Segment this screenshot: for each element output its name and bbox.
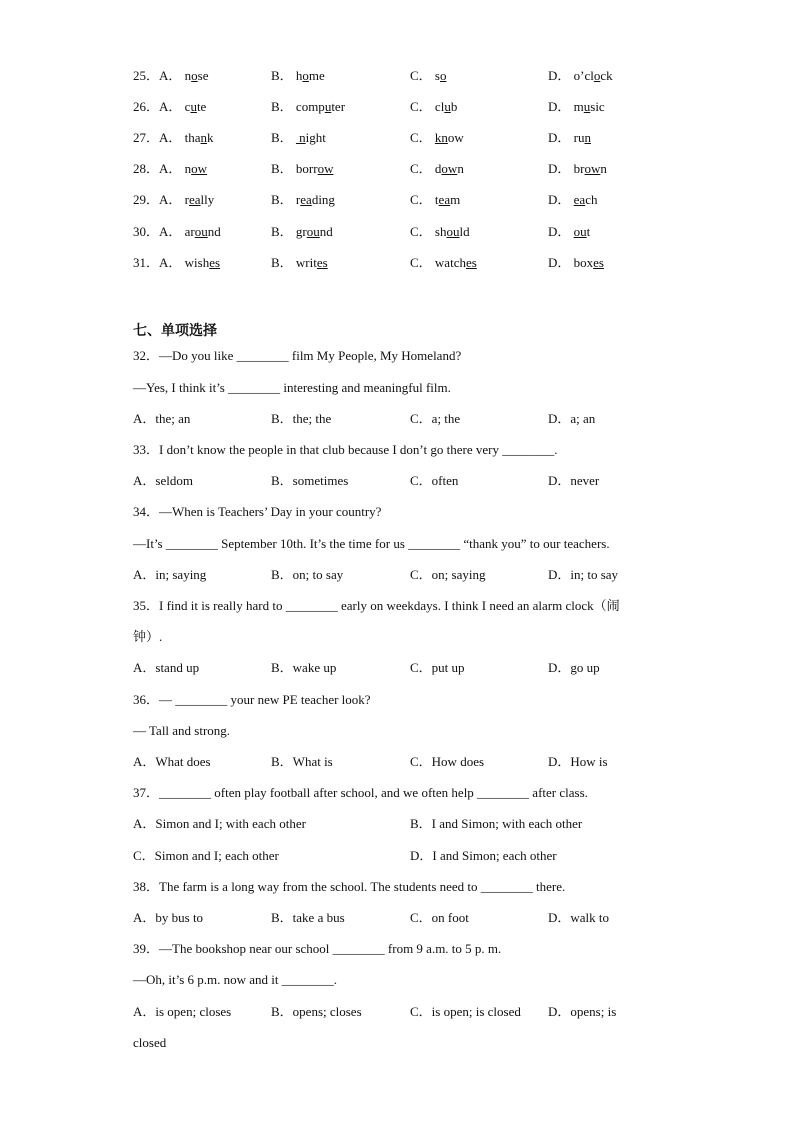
option-letter: B． [271,99,293,114]
question-38-options [0,909,794,927]
section-title: 七、单项选择 [133,323,217,339]
phonics-row-25: 25．A． nose B． home C． so D． o’clock [133,68,613,83]
option-c[interactable]: C．on; saying [410,567,486,582]
question-33-stem: 33．I don’t know the people in that club because I don’t go there very ________. [133,442,558,457]
question-39-stem: 39．—The bookshop near our school ________ from 9 a.m. to 5 p. m. [133,941,502,956]
option-letter: A． [159,224,182,239]
question-37-stem: 37．________ often play football after school, and we often help ________ after class. [133,785,588,800]
underlined-letters: ou [446,224,460,239]
question-35-stem: 35．I find it is really hard to ________ early on weekdays. I think I need an alarm clock（闹 [133,598,620,613]
option-letter: A． [159,99,182,114]
option-c[interactable]: C．How does [410,754,485,769]
underlined-letters: n [295,130,306,145]
option-a[interactable]: A．in; saying [133,567,207,582]
option-d[interactable]: D．I and Simon; each other [410,848,557,863]
phonics-row-26: 26．A． cute B． computer C． club D． music [133,99,605,114]
underlined-letters: kn [434,130,448,145]
underlined-letters: ow [317,161,334,176]
underlined-letters: ow [584,161,601,176]
option-letter: A． [159,130,182,145]
option-c[interactable]: C．on foot [410,910,469,925]
underlined-letters: ou [194,224,208,239]
underlined-letters: u [583,99,591,114]
underlined-letters: es [316,255,328,270]
option-letter: C． [410,161,432,176]
question-39-options [0,1003,794,1021]
option-letter: B． [271,192,293,207]
option-d[interactable]: D．go up [548,660,600,675]
underlined-letters: n [584,130,591,145]
underlined-letters: ea [438,192,451,207]
underlined-letters: ea [573,192,586,207]
question-36-options [0,753,794,771]
option-c[interactable]: C．is open; is closed [410,1004,521,1019]
question-37-options-row2 [0,847,794,865]
underlined-letters: ea [300,192,312,207]
phonics-row-31: 31．A． wishes B． writes C． watches D． boxes [133,255,604,270]
option-a[interactable]: A．Simon and I; with each other [133,816,306,831]
option-letter: D． [548,130,571,145]
option-d[interactable]: D．in; to say [548,567,619,582]
option-letter: B． [271,255,293,270]
question-32-options [0,410,794,428]
question-37-options-row1 [0,815,794,833]
question-36-stem: 36．— ________ your new PE teacher look? [133,692,371,707]
option-letter: D． [548,161,571,176]
question-34-stem: —It’s ________ September 10th. It’s the time for us ________ “thank you” to our teachers. [133,536,610,551]
option-letter: C． [410,192,432,207]
underlined-letters: ea [189,192,201,207]
option-letter: D． [548,255,571,270]
option-letter: C． [410,130,432,145]
phonics-row-29: 29．A． really B． reading C． team D． each [133,192,598,207]
option-d-continuation: closed [133,1035,167,1050]
question-36-stem: — Tall and strong. [133,723,231,738]
question-32-stem: 32．—Do you like ________ film My People, My Homeland? [133,348,462,363]
underlined-letters: o [191,68,198,83]
option-b[interactable]: B．the; the [271,411,332,426]
question-39-stem: —Oh, it’s 6 p.m. now and it ________. [133,972,338,987]
option-b[interactable]: B．I and Simon; with each other [410,816,583,831]
option-letter: B． [271,68,293,83]
option-letter: D． [548,99,571,114]
option-a[interactable]: A．seldom [133,473,193,488]
phonics-row-28: 28．A． now B． borrow C． down D． brown [133,161,607,176]
option-letter: B． [271,161,293,176]
question-32-stem: —Yes, I think it’s ________ interesting and meaningful film. [133,380,451,395]
option-d[interactable]: D．never [548,473,600,488]
question-35-stem: 钟）. [133,629,163,644]
option-letter: B． [271,224,293,239]
question-number: 31． [133,255,160,270]
question-34-options [0,566,794,584]
option-b[interactable]: B．opens; closes [271,1004,362,1019]
question-number: 29． [133,192,160,207]
option-a[interactable]: A．is open; closes [133,1004,232,1019]
option-d[interactable]: D．a; an [548,411,596,426]
option-letter: A． [159,68,182,83]
option-b[interactable]: B．take a bus [271,910,345,925]
option-letter: A． [159,255,182,270]
question-number: 25． [133,68,160,83]
question-number: 26． [133,99,160,114]
option-d[interactable]: D．opens; is [548,1004,617,1019]
underlined-letters: u [324,99,332,114]
underlined-letters: o [593,68,601,83]
option-letter: D． [548,224,571,239]
underlined-letters: ow [441,161,458,176]
option-a[interactable]: A．by bus to [133,910,204,925]
option-b[interactable]: B．wake up [271,660,337,675]
option-c[interactable]: C．Simon and I; each other [133,848,279,863]
underlined-letters: o [439,68,447,83]
underlined-letters: es [209,255,221,270]
option-letter: A． [159,161,182,176]
phonics-row-27: 27．A． thank B． night C． know D． run [133,130,591,145]
underlined-letters: u [444,99,451,114]
underlined-letters: ou [573,224,587,239]
underlined-letters: u [190,99,197,114]
question-number: 28． [133,161,160,176]
option-a[interactable]: A．stand up [133,660,200,675]
option-letter: A． [159,192,182,207]
option-letter: C． [410,99,432,114]
underlined-letters: ou [306,224,320,239]
option-letter: C． [410,255,432,270]
option-b[interactable]: B．What is [271,754,333,769]
option-c[interactable]: C．put up [410,660,465,675]
question-35-options [0,659,794,677]
option-b[interactable]: B．on; to say [271,567,344,582]
option-letter: D． [548,192,571,207]
option-c[interactable]: C．often [410,473,459,488]
option-d[interactable]: D．walk to [548,910,610,925]
underlined-letters: n [200,130,208,145]
option-letter: C． [410,224,432,239]
option-c[interactable]: C．a; the [410,411,461,426]
option-letter: C． [410,68,432,83]
question-number: 30． [133,224,160,239]
option-d[interactable]: D．How is [548,754,608,769]
question-34-stem: 34．—When is Teachers’ Day in your country? [133,504,382,519]
option-a[interactable]: A．the; an [133,411,191,426]
question-number: 27． [133,130,160,145]
underlined-letters: ow [191,161,208,176]
underlined-letters: es [465,255,477,270]
question-33-options [0,472,794,490]
phonics-row-30: 30．A． around B． ground C． should D． out [133,224,591,239]
option-a[interactable]: A．What does [133,754,211,769]
underlined-letters: o [302,68,309,83]
option-b[interactable]: B．sometimes [271,473,349,488]
underlined-letters: es [593,255,604,270]
question-38-stem: 38．The farm is a long way from the school. The students need to ________ there. [133,879,566,894]
option-letter: B． [271,130,293,145]
option-letter: D． [548,68,571,83]
